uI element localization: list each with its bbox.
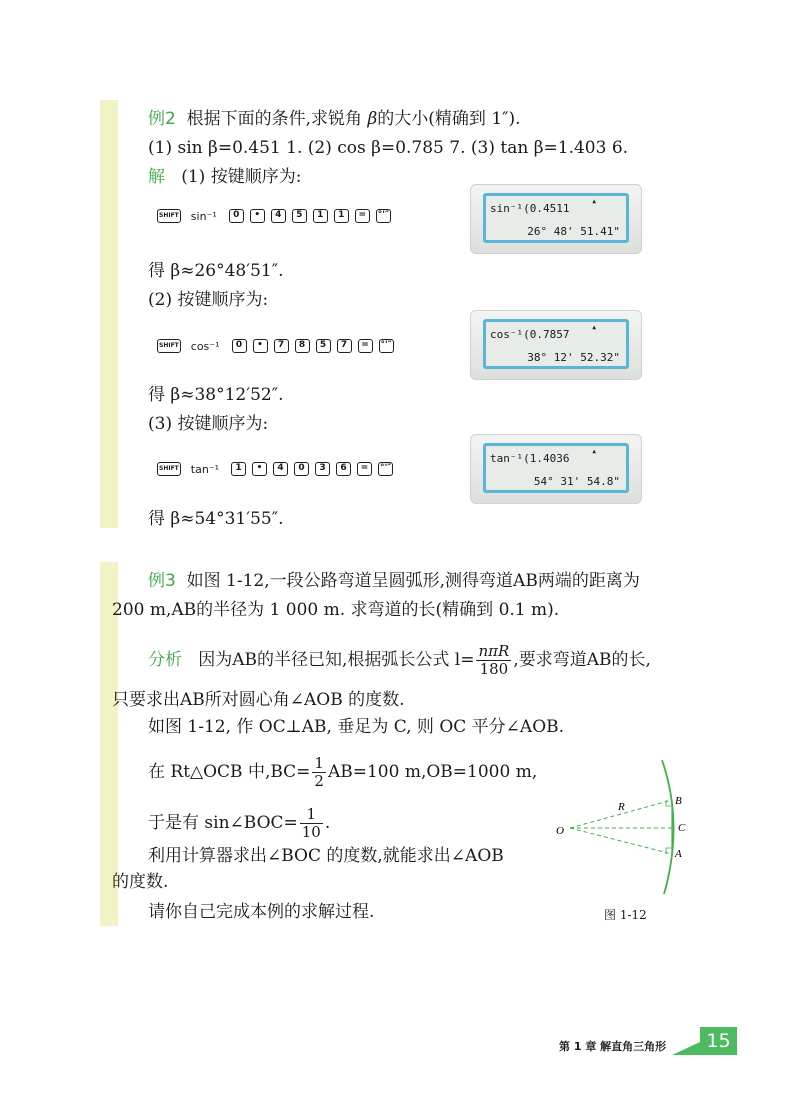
example-label: 例2 xyxy=(148,109,176,129)
page-badge-tab xyxy=(672,1042,700,1055)
solution-step1 xyxy=(148,166,301,188)
indicator-icon: ▲ xyxy=(592,448,596,455)
analysis-line6: 利用计算器求出∠BOC 的度数,就能求出∠AOB xyxy=(148,846,504,866)
key: • xyxy=(252,462,267,476)
analysis-label: 分析 xyxy=(148,650,182,670)
step-text: (1) 按键顺序为: xyxy=(181,167,302,187)
example2-heading xyxy=(148,108,521,130)
sine-fraction xyxy=(300,806,323,841)
key: = xyxy=(355,209,370,223)
lcd-screen xyxy=(483,193,629,243)
page-number: 15 xyxy=(700,1027,737,1055)
lcd-screen xyxy=(483,443,629,493)
key: °'″ xyxy=(378,462,393,476)
problem-text: 如图 1-12,一段公路弯道呈圆弧形,测得弯道AB两端的距离为 xyxy=(186,571,640,591)
fraction-numerator: nπR xyxy=(478,642,510,660)
function-key-label: sin⁻¹ xyxy=(190,209,217,223)
key: 1 xyxy=(313,209,328,223)
chapter-title: 第 1 章 解直角三角形 xyxy=(559,1040,667,1053)
analysis-line3: 如图 1-12, 作 OC⊥AB, 垂足为 C, 则 OC 平分∠AOB. xyxy=(148,717,565,737)
key: °'″ xyxy=(379,339,394,353)
key: 7 xyxy=(274,339,289,353)
half-fraction xyxy=(312,755,326,790)
shift-key: SHIFT xyxy=(157,462,181,476)
example3-line1 xyxy=(148,570,640,592)
key-sequence-1 xyxy=(157,207,391,225)
key: 7 xyxy=(337,339,352,353)
key: 5 xyxy=(292,209,307,223)
key-sequence-3 xyxy=(157,460,393,478)
segment-oa xyxy=(570,828,672,854)
key: °'″ xyxy=(376,209,391,223)
key: 0 xyxy=(232,339,247,353)
analysis-text: AB=100 m,OB=1000 m, xyxy=(327,762,538,782)
key: 5 xyxy=(316,339,331,353)
key: 3 xyxy=(315,462,330,476)
key: 6 xyxy=(336,462,351,476)
function-key-label: tan⁻¹ xyxy=(190,462,220,476)
example-label: 例3 xyxy=(148,571,176,591)
fraction-denominator: 180 xyxy=(479,660,509,678)
label-c: C xyxy=(678,822,686,834)
result-2: 得 β≈38°12′52″. xyxy=(148,385,284,405)
indicator-icon: ▲ xyxy=(592,324,596,331)
key: • xyxy=(253,339,268,353)
key: 1 xyxy=(334,209,349,223)
label-a: A xyxy=(675,848,682,860)
lcd-result: 26° 48' 51.41" xyxy=(527,225,620,238)
analysis-line2: 只要求出AB所对圆心角∠AOB 的度数. xyxy=(112,690,405,710)
key: 4 xyxy=(271,209,286,223)
analysis-text: . xyxy=(324,813,331,833)
key: 0 xyxy=(229,209,244,223)
figure-1-12 xyxy=(552,758,702,898)
lcd-input: tan⁻¹(1.4036 xyxy=(490,452,570,465)
fraction-numerator: 1 xyxy=(300,806,323,824)
analysis-line7: 的度数. xyxy=(112,872,169,892)
prompt-tail: 的大小(精确到 1″). xyxy=(377,109,521,129)
lcd-result: 54° 31' 54.8" xyxy=(533,475,620,488)
lcd-result: 38° 12' 52.32" xyxy=(527,351,620,364)
fraction-denominator: 10 xyxy=(301,823,321,841)
shift-key: SHIFT xyxy=(157,339,181,353)
key: 8 xyxy=(295,339,310,353)
function-key-label: cos⁻¹ xyxy=(190,339,220,353)
key: = xyxy=(357,462,372,476)
analysis-text: 于是有 sin∠BOC= xyxy=(148,813,298,833)
figure-caption: 图 1-12 xyxy=(604,908,647,922)
analysis-text: 在 Rt△OCB 中,BC= xyxy=(148,762,311,782)
lcd-input: cos⁻¹(0.7857 xyxy=(490,328,570,341)
key: = xyxy=(358,339,373,353)
indicator-icon: ▲ xyxy=(592,198,596,205)
conditions: (1) sin β=0.451 1. (2) cos β=0.785 7. (3) tan β=1.403 6. xyxy=(148,138,629,158)
result-1: 得 β≈26°48′51″. xyxy=(148,261,284,281)
fraction-denominator: 2 xyxy=(314,772,324,790)
calculator-display-1 xyxy=(470,184,642,254)
analysis-line4 xyxy=(148,755,537,790)
lcd-input: sin⁻¹(0.4511 xyxy=(490,202,570,215)
result-3: 得 β≈54°31′55″. xyxy=(148,509,284,529)
key-sequence-2 xyxy=(157,337,394,355)
fraction-numerator: 1 xyxy=(314,754,324,772)
key: 4 xyxy=(273,462,288,476)
analysis-line8: 请你自己完成本例的求解过程. xyxy=(148,902,375,922)
key: 0 xyxy=(294,462,309,476)
arc-length-fraction xyxy=(476,643,511,678)
margin-band xyxy=(100,100,118,528)
calculator-display-3 xyxy=(470,434,642,504)
calculator-display-2 xyxy=(470,310,642,380)
label-o: O xyxy=(556,825,564,837)
analysis-line5 xyxy=(148,806,330,841)
solution-step3: (3) 按键顺序为: xyxy=(148,414,269,434)
analysis-text: ,要求弯道AB的长, xyxy=(513,650,651,670)
label-b: B xyxy=(675,795,682,807)
lcd-screen xyxy=(483,319,629,369)
shift-key: SHIFT xyxy=(157,209,181,223)
solution-label: 解 xyxy=(148,167,165,187)
key: 1 xyxy=(231,462,246,476)
key: • xyxy=(250,209,265,223)
beta-symbol: β xyxy=(367,109,378,129)
prompt-text: 根据下面的条件,求锐角 xyxy=(186,109,363,129)
solution-step2: (2) 按键顺序为: xyxy=(148,290,269,310)
example3-line2: 200 m,AB的半径为 1 000 m. 求弯道的长(精确到 0.1 m). xyxy=(112,600,560,620)
label-r: R xyxy=(618,801,625,813)
analysis-line1 xyxy=(148,643,651,678)
analysis-text: 因为AB的半径已知,根据弧长公式 l= xyxy=(198,650,475,670)
